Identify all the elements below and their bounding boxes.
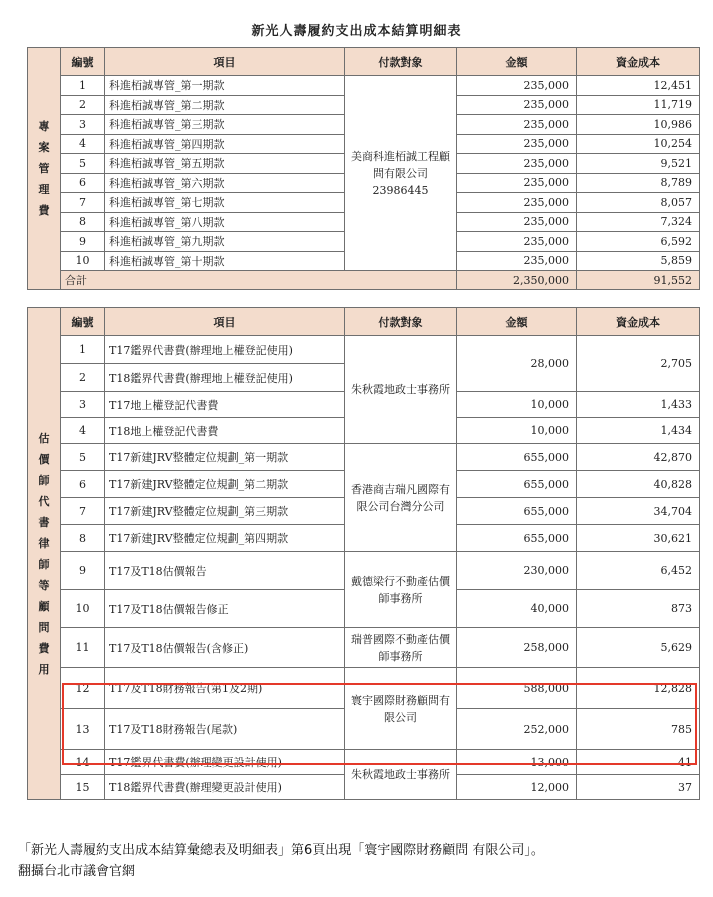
row-no: 4 xyxy=(61,134,105,154)
row-no: 5 xyxy=(61,444,105,471)
row-cost: 42,870 xyxy=(577,444,700,471)
row-amount: 235,000 xyxy=(457,115,577,135)
table-header-row xyxy=(28,308,700,336)
row-amount: 235,000 xyxy=(457,193,577,213)
header-amount: 金額 xyxy=(457,48,577,76)
table-row xyxy=(28,668,700,709)
row-amount: 13,000 xyxy=(457,750,577,775)
row-item: T18鑑界代書費(辦理變更設計使用) xyxy=(105,775,345,800)
payee-text: 香港商吉瑞凡國際有限公司台灣分公司 xyxy=(351,482,450,513)
total-label: 合計 xyxy=(61,271,457,290)
advisory-fees-table xyxy=(27,307,700,800)
payee-cell xyxy=(345,552,457,628)
row-item: T18鑑界代書費(辦理地上權登記使用) xyxy=(105,364,345,392)
category-cell xyxy=(28,48,61,290)
row-item: 科進栢誠專管_第六期款 xyxy=(105,173,345,193)
row-amount: 252,000 xyxy=(457,709,577,750)
header-amount: 金額 xyxy=(457,308,577,336)
table-row xyxy=(28,336,700,364)
document-title: 新光人壽履約支出成本結算明細表 xyxy=(251,24,462,39)
row-no: 10 xyxy=(61,590,105,628)
row-cost: 5,859 xyxy=(577,251,700,271)
row-cost: 2,705 xyxy=(577,336,700,392)
row-amount: 655,000 xyxy=(457,498,577,525)
header-no: 編號 xyxy=(61,308,105,336)
row-amount: 235,000 xyxy=(457,134,577,154)
table-row xyxy=(28,552,700,590)
row-no: 13 xyxy=(61,709,105,750)
row-item: T17及T18財務報告(尾款) xyxy=(105,709,345,750)
row-no: 9 xyxy=(61,552,105,590)
row-amount: 655,000 xyxy=(457,444,577,471)
payee-text: 寰宇國際財務顧問有限公司 xyxy=(351,693,450,724)
row-cost: 785 xyxy=(577,709,700,750)
row-cost: 6,592 xyxy=(577,232,700,252)
payee-cell xyxy=(345,668,457,750)
header-payee: 付款對象 xyxy=(345,308,457,336)
table-row xyxy=(28,76,700,96)
row-no: 1 xyxy=(61,76,105,96)
category-cell xyxy=(28,308,61,800)
row-no: 11 xyxy=(61,628,105,668)
row-amount: 588,000 xyxy=(457,668,577,709)
row-no: 4 xyxy=(61,418,105,444)
payee-cell xyxy=(345,336,457,444)
row-no: 10 xyxy=(61,251,105,271)
total-row xyxy=(28,271,700,290)
header-item: 項目 xyxy=(105,48,345,76)
row-item: T17及T18估價報告修正 xyxy=(105,590,345,628)
row-item: T17鑑界代書費(辦理地上權登記使用) xyxy=(105,336,345,364)
row-item: 科進栢誠專管_第四期款 xyxy=(105,134,345,154)
row-amount: 12,000 xyxy=(457,775,577,800)
row-cost: 10,986 xyxy=(577,115,700,135)
row-amount: 655,000 xyxy=(457,471,577,498)
payee-text: 瑞普國際不動產估價師事務所 xyxy=(351,632,450,663)
row-amount: 28,000 xyxy=(457,336,577,392)
row-no: 7 xyxy=(61,193,105,213)
row-no: 5 xyxy=(61,154,105,174)
row-item: T18地上權登記代書費 xyxy=(105,418,345,444)
row-cost: 37 xyxy=(577,775,700,800)
row-no: 2 xyxy=(61,95,105,115)
caption-line-2: 翻攝台北市議會官網 xyxy=(18,864,136,879)
row-item: T17及T18估價報告 xyxy=(105,552,345,590)
row-item: 科進栢誠專管_第二期款 xyxy=(105,95,345,115)
row-no: 8 xyxy=(61,212,105,232)
payee-text: 朱秋霞地政士事務所 xyxy=(351,768,450,781)
row-item: 科進栢誠專管_第一期款 xyxy=(105,76,345,96)
row-cost: 12,451 xyxy=(577,76,700,96)
row-cost: 8,789 xyxy=(577,173,700,193)
row-cost: 34,704 xyxy=(577,498,700,525)
row-cost: 1,434 xyxy=(577,418,700,444)
table-row xyxy=(28,444,700,471)
row-amount: 235,000 xyxy=(457,251,577,271)
row-cost: 1,433 xyxy=(577,392,700,418)
category-label: 專案管理費 xyxy=(38,120,50,217)
total-cost: 91,552 xyxy=(577,271,700,290)
row-amount: 235,000 xyxy=(457,154,577,174)
row-item: T17鑑界代書費(辦理變更設計使用) xyxy=(105,750,345,775)
total-amount: 2,350,000 xyxy=(457,271,577,290)
table-row xyxy=(28,628,700,668)
row-item: 科進栢誠專管_第十期款 xyxy=(105,251,345,271)
row-item: T17及T18估價報告(含修正) xyxy=(105,628,345,668)
payee-cell xyxy=(345,76,457,271)
row-no: 6 xyxy=(61,173,105,193)
row-no: 14 xyxy=(61,750,105,775)
table-header-row xyxy=(28,48,700,76)
payee-cell xyxy=(345,628,457,668)
row-cost: 8,057 xyxy=(577,193,700,213)
row-no: 7 xyxy=(61,498,105,525)
row-item: T17新建JRV整體定位規劃_第二期款 xyxy=(105,471,345,498)
row-item: T17及T18財務報告(第1及2期) xyxy=(105,668,345,709)
row-item: T17新建JRV整體定位規劃_第四期款 xyxy=(105,525,345,552)
payee-cell xyxy=(345,750,457,800)
row-amount: 40,000 xyxy=(457,590,577,628)
category-label: 估價師代書律師等顧問費用 xyxy=(38,431,50,676)
payee-text: 美商科進栢誠工程顧問有限公司23986445 xyxy=(351,149,450,197)
header-cost: 資金成本 xyxy=(577,308,700,336)
row-cost: 30,621 xyxy=(577,525,700,552)
header-no: 編號 xyxy=(61,48,105,76)
row-cost: 11,719 xyxy=(577,95,700,115)
row-cost: 41 xyxy=(577,750,700,775)
row-item: T17新建JRV整體定位規劃_第三期款 xyxy=(105,498,345,525)
row-no: 3 xyxy=(61,392,105,418)
payee-text: 朱秋霞地政士事務所 xyxy=(351,383,450,396)
row-no: 9 xyxy=(61,232,105,252)
row-no: 3 xyxy=(61,115,105,135)
table-row xyxy=(28,750,700,775)
row-cost: 5,629 xyxy=(577,628,700,668)
row-no: 6 xyxy=(61,471,105,498)
row-no: 8 xyxy=(61,525,105,552)
row-item: 科進栢誠專管_第五期款 xyxy=(105,154,345,174)
row-no: 15 xyxy=(61,775,105,800)
row-amount: 258,000 xyxy=(457,628,577,668)
row-amount: 10,000 xyxy=(457,392,577,418)
row-cost: 9,521 xyxy=(577,154,700,174)
row-amount: 230,000 xyxy=(457,552,577,590)
project-management-table xyxy=(27,47,700,290)
row-no: 2 xyxy=(61,364,105,392)
header-cost: 資金成本 xyxy=(577,48,700,76)
row-no: 1 xyxy=(61,336,105,364)
payee-cell xyxy=(345,444,457,552)
row-amount: 235,000 xyxy=(457,232,577,252)
row-item: 科進栢誠專管_第七期款 xyxy=(105,193,345,213)
row-amount: 235,000 xyxy=(457,212,577,232)
row-amount: 235,000 xyxy=(457,76,577,96)
header-payee: 付款對象 xyxy=(345,48,457,76)
row-cost: 10,254 xyxy=(577,134,700,154)
photo-caption xyxy=(18,840,708,882)
row-item: 科進栢誠專管_第三期款 xyxy=(105,115,345,135)
caption-line-1: 「新光人壽履約支出成本結算彙總表及明細表」第6頁出現「寰宇國際財務顧問 有限公司」。 xyxy=(18,843,544,858)
row-cost: 873 xyxy=(577,590,700,628)
row-no: 12 xyxy=(61,668,105,709)
row-cost: 7,324 xyxy=(577,212,700,232)
row-item: T17地上權登記代書費 xyxy=(105,392,345,418)
row-cost: 12,828 xyxy=(577,668,700,709)
header-item: 項目 xyxy=(105,308,345,336)
row-amount: 235,000 xyxy=(457,95,577,115)
row-item: T17新建JRV整體定位規劃_第一期款 xyxy=(105,444,345,471)
row-item: 科進栢誠專管_第九期款 xyxy=(105,232,345,252)
row-amount: 235,000 xyxy=(457,173,577,193)
row-amount: 655,000 xyxy=(457,525,577,552)
row-cost: 6,452 xyxy=(577,552,700,590)
row-cost: 40,828 xyxy=(577,471,700,498)
payee-text: 戴德梁行不動產估價師事務所 xyxy=(351,574,450,605)
row-amount: 10,000 xyxy=(457,418,577,444)
row-item: 科進栢誠專管_第八期款 xyxy=(105,212,345,232)
